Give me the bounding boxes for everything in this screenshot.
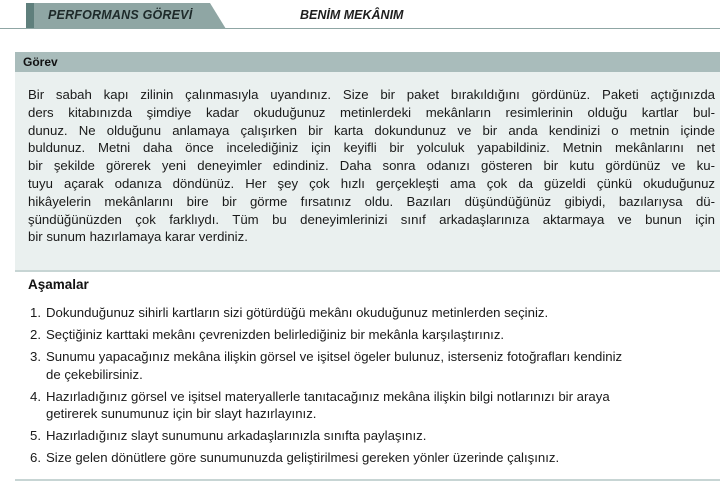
item-text: Dokunduğunuz sihirli kartların sizi götürdüğü mekânı okuduğunuz metinlerden seçiniz. xyxy=(46,305,549,320)
item-text: getirerek sunumunuz için bir slayt hazırlayınız. xyxy=(46,406,317,422)
gorev-line: Bir sabah kapı zilinin çalınmasıyla uyandınız. Size bir paket bırakıldığını gördünüz. Paketi açtığınızda xyxy=(28,87,715,102)
item-text: Hazırladığınız görsel ve işitsel materyallerle tanıtacağınız mekâna ilişkin bilgi notlarınızı bir araya xyxy=(46,388,610,404)
gorev-paragraph xyxy=(28,86,715,246)
list-item xyxy=(30,326,720,344)
gorev-line: bir sunum hazırlamaya karar verdiniz. xyxy=(28,229,248,245)
bottom-divider xyxy=(15,479,720,481)
list-item xyxy=(30,388,720,423)
item-text: de çekebilirsiniz. xyxy=(46,366,143,382)
item-number: 1. xyxy=(30,305,41,320)
header-tab-label: PERFORMANS GÖREVİ xyxy=(48,8,193,22)
item-number: 3. xyxy=(30,348,41,364)
gorev-line: şündüğünüzden çok farklıydı. Tüm bu deneyimlerinizi sınıf arkadaşlarınıza aktarmaya ve bunun için xyxy=(28,211,715,227)
item-text: Hazırladığınız slayt sunumunu arkadaşlarınızla sınıfta paylaşınız. xyxy=(46,428,427,444)
item-number: 2. xyxy=(30,326,41,342)
header-band xyxy=(0,0,720,30)
gorev-line: dunuz. Ne olduğunu anlamaya çalışırken bir karta dokundunuz ve bir anda kendinizi o metnin içinde xyxy=(28,122,715,138)
gorev-line: bir şekilde görerek yeni deneyimler edindiniz. Daha sonra odanızı gösteren bir kutu gördünüz ve ku- xyxy=(28,158,715,174)
item-text: Size gelen dönütlere göre sunumunuzda geliştirilmesi gereken yönler üzerinde çalışınız. xyxy=(46,450,560,466)
asamalar-list xyxy=(30,304,720,471)
page-title: BENİM MEKÂNIM xyxy=(300,8,404,22)
item-text: Seçtiğiniz karttaki mekânı çevrenizden belirlediğiniz bir mekânla karşılaştırınız. xyxy=(46,326,505,342)
item-text: Sunumu yapacağınız mekâna ilişkin görsel ve işitsel ögeler bulunuz, isterseniz fotoğrafları kendiniz xyxy=(46,348,623,364)
list-item xyxy=(30,449,720,467)
item-number: 5. xyxy=(30,428,41,444)
gorev-heading-bar xyxy=(15,52,720,72)
gorev-heading: Görev xyxy=(23,55,58,69)
gorev-line: buldunuz. Metni daha önce incelediğiniz için keyifli bir yolculuk yapabildiniz. Metnin mekânlarını net xyxy=(28,140,715,156)
list-item xyxy=(30,304,720,322)
gorev-line: tuyu açarak odanıza döndünüz. Her şey çok hızlı gerçekleşti ama çok da güzeldi çünkü okuduğunuz xyxy=(28,175,715,191)
gorev-line: ders kitabınızda şimdiye kadar okuduğunuz metinlerdeki mekânların resimlerinin olduğu kartlar bul- xyxy=(28,104,715,120)
header-divider xyxy=(0,28,720,29)
list-item xyxy=(30,348,720,383)
header-tab-accent xyxy=(26,3,34,29)
list-item xyxy=(30,427,720,445)
gorev-line: hikâyelerin mekânlarını bire bir görme fırsatınız oldu. Bazıları düşündüğünüz gibiydi, bazılarıysa dü- xyxy=(28,193,715,209)
item-number: 4. xyxy=(30,388,41,404)
asamalar-heading: Aşamalar xyxy=(28,277,89,292)
item-number: 6. xyxy=(30,450,41,466)
